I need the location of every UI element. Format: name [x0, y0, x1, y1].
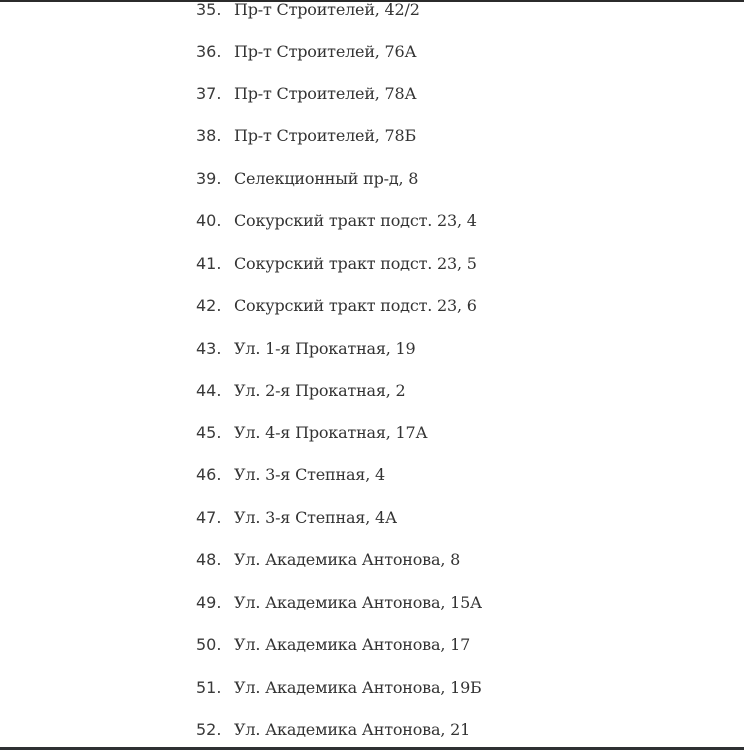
item-number: 39.	[196, 169, 222, 188]
list-item	[196, 167, 418, 191]
item-number: 48.	[196, 550, 222, 569]
item-address: Ул. 3-я Степная, 4	[234, 465, 385, 484]
item-address: Пр-т Строителей, 78Б	[234, 126, 417, 145]
list-item	[196, 337, 416, 361]
item-number: 47.	[196, 508, 222, 527]
list-item	[196, 252, 477, 276]
item-address: Ул. 4-я Прокатная, 17А	[234, 423, 428, 442]
item-number: 50.	[196, 635, 222, 654]
item-number: 44.	[196, 381, 222, 400]
list-item	[196, 718, 470, 742]
item-number: 43.	[196, 339, 222, 358]
item-number: 38.	[196, 126, 222, 145]
item-address: Сокурский тракт подст. 23, 5	[234, 254, 477, 273]
list-item	[196, 0, 420, 22]
item-number: 42.	[196, 296, 222, 315]
item-number: 45.	[196, 423, 222, 442]
item-number: 37.	[196, 84, 222, 103]
list-item	[196, 463, 385, 487]
list-item	[196, 40, 416, 64]
list-item	[196, 379, 406, 403]
item-address: Ул. Академика Антонова, 17	[234, 635, 471, 654]
item-number: 52.	[196, 720, 222, 739]
list-item	[196, 591, 482, 615]
item-address: Пр-т Строителей, 76А	[234, 42, 417, 61]
item-address: Ул. 3-я Степная, 4А	[234, 508, 397, 527]
item-number: 51.	[196, 678, 222, 697]
list-item	[196, 676, 482, 700]
list-item	[196, 548, 460, 572]
item-address: Пр-т Строителей, 42/2	[234, 0, 420, 19]
item-address: Селекционный пр-д, 8	[234, 169, 419, 188]
list-item	[196, 506, 397, 530]
item-address: Ул. Академика Антонова, 15А	[234, 593, 482, 612]
item-number: 36.	[196, 42, 222, 61]
item-address: Пр-т Строителей, 78А	[234, 84, 417, 103]
item-address: Ул. 1-я Прокатная, 19	[234, 339, 416, 358]
item-address: Сокурский тракт подст. 23, 4	[234, 211, 477, 230]
item-number: 46.	[196, 465, 222, 484]
list-item	[196, 82, 416, 106]
item-number: 49.	[196, 593, 222, 612]
item-address: Ул. Академика Антонова, 8	[234, 550, 461, 569]
list-item	[196, 633, 470, 657]
item-number: 40.	[196, 211, 222, 230]
item-address: Сокурский тракт подст. 23, 6	[234, 296, 477, 315]
list-item	[196, 124, 416, 148]
item-address: Ул. Академика Антонова, 19Б	[234, 678, 482, 697]
item-address: Ул. Академика Антонова, 21	[234, 720, 471, 739]
list-item	[196, 209, 477, 233]
list-item	[196, 421, 427, 445]
item-number: 35.	[196, 0, 222, 19]
item-number: 41.	[196, 254, 222, 273]
list-item	[196, 294, 477, 318]
item-address: Ул. 2-я Прокатная, 2	[234, 381, 406, 400]
